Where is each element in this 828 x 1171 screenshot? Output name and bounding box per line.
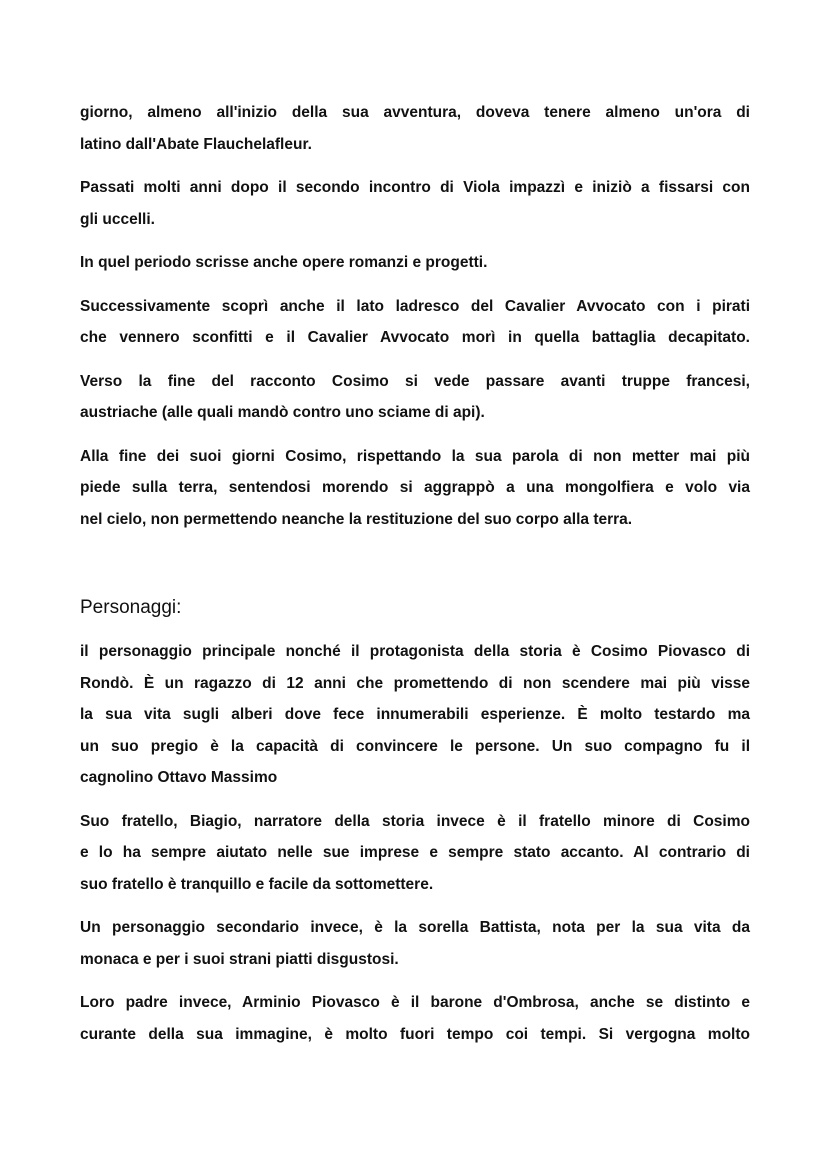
text-line: curante della sua immagine, è molto fuori tempo coi tempi. Si vergogna molto (80, 1025, 750, 1043)
text-line: Suo fratello, Biagio, narratore della storia invece è il fratello minore di Cosimo (80, 812, 750, 830)
text-line: la sua vita sugli alberi dove fece innumerabili esperienze. È molto testardo ma (80, 706, 750, 723)
text-line: Passati molti anni dopo il secondo incontro di Viola impazzì e iniziò a fissarsi con (80, 179, 750, 196)
text-line: monaca e per i suoi strani piatti disgustosi. (80, 950, 399, 968)
section-heading: Personaggi: (80, 596, 182, 618)
paragraph (80, 806, 750, 901)
paragraph (80, 247, 750, 279)
text-line: cagnolino Ottavo Massimo (80, 769, 278, 786)
document-page (80, 97, 750, 1062)
text-line: Verso la fine del racconto Cosimo si vede passare avanti truppe francesi, (80, 372, 750, 390)
paragraph (80, 912, 750, 975)
text-line: gli uccelli. (80, 210, 155, 228)
text-line: suo fratello è tranquillo e facile da sottomettere. (80, 875, 434, 893)
text-line: nel cielo, non permettendo neanche la restituzione del suo corpo alla terra. (80, 510, 633, 528)
text-line: In quel periodo scrisse anche opere romanzi e progetti. (80, 254, 488, 271)
text-line: piede sulla terra, sentendosi morendo si aggrappò a una mongolfiera e volo via (80, 479, 750, 496)
paragraph (80, 291, 750, 354)
text-line: Un personaggio secondario invece, è la sorella Battista, nota per la sua vita da (80, 919, 750, 936)
paragraph (80, 636, 750, 794)
text-line: che vennero sconfitti e il Cavalier Avvocato morì in quella battaglia decapitato. (80, 329, 750, 346)
paragraph (80, 987, 750, 1050)
paragraph (80, 172, 750, 235)
text-line: e lo ha sempre aiutato nelle sue imprese e sempre stato accanto. Al contrario di (80, 844, 750, 861)
text-line: austriache (alle quali mandò contro uno sciame di api). (80, 404, 485, 421)
text-line: il personaggio principale nonché il protagonista della storia è Cosimo Piovasco di (80, 643, 750, 660)
text-line: Successivamente scoprì anche il lato ladresco del Cavalier Avvocato con i pirati (80, 297, 750, 315)
text-line: latino dall'Abate Flauchelafleur. (80, 135, 312, 153)
text-line: un suo pregio è la capacità di convincere le persone. Un suo compagno fu il (80, 737, 750, 755)
paragraph (80, 441, 750, 536)
text-line: Rondò. È un ragazzo di 12 anni che promettendo di non scendere mai più visse (80, 674, 750, 692)
text-line: Loro padre invece, Arminio Piovasco è il barone d'Ombrosa, anche se distinto e (80, 994, 750, 1011)
paragraph (80, 366, 750, 429)
text-line: giorno, almeno all'inizio della sua avventura, doveva tenere almeno un'ora di (80, 104, 750, 121)
text-line: Alla fine dei suoi giorni Cosimo, rispettando la sua parola di non metter mai più (80, 447, 750, 465)
paragraph (80, 97, 750, 160)
